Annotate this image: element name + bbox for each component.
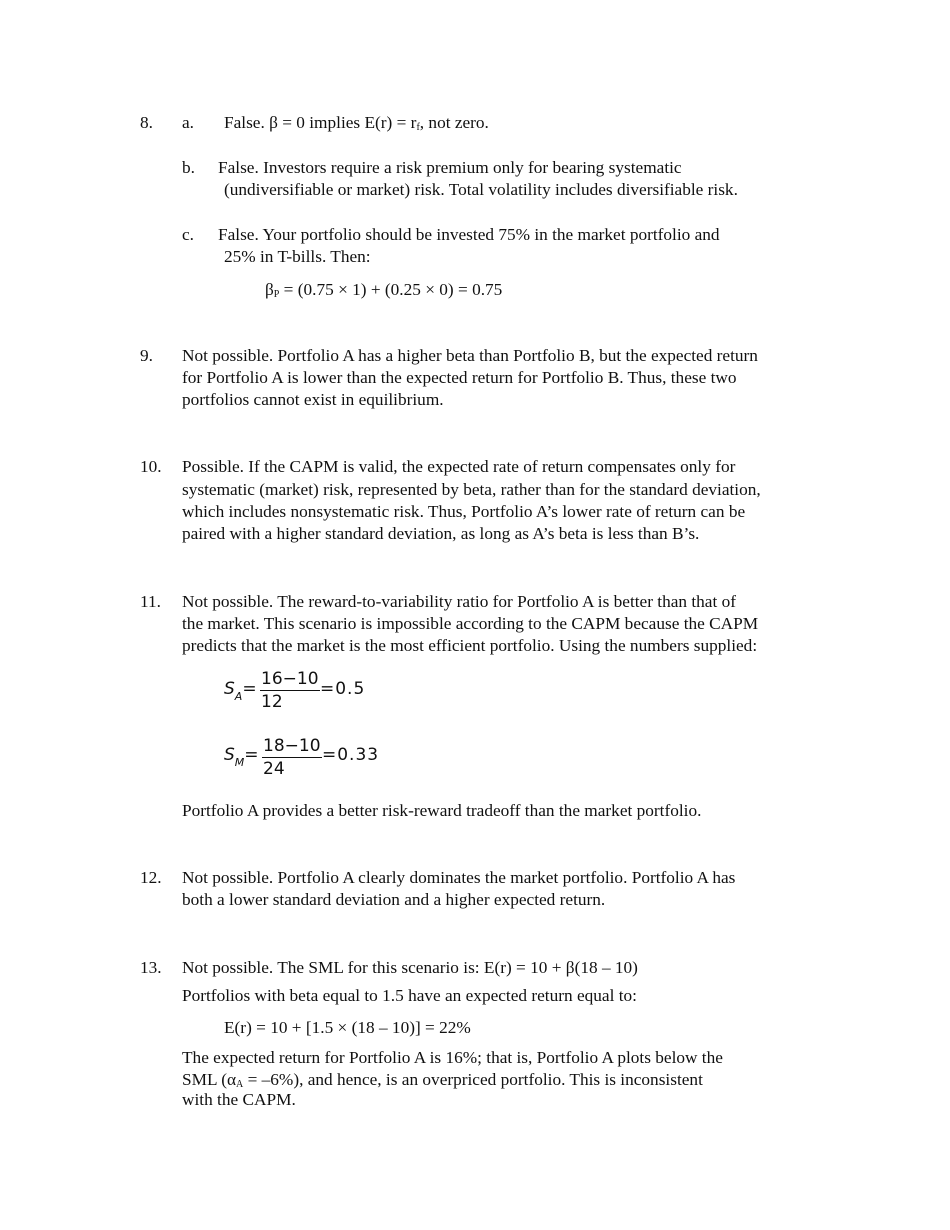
subscript: f bbox=[416, 122, 420, 133]
denominator: 12 bbox=[261, 692, 283, 712]
subscript: P bbox=[273, 289, 280, 300]
answer-text: SML (α bbox=[182, 1070, 237, 1089]
answer-line: portfolios cannot exist in equilibrium. bbox=[182, 390, 444, 409]
part-label-a: a. bbox=[182, 113, 194, 132]
formula-text: = (0.75 × 1) + (0.25 × 0) = 0.75 bbox=[279, 280, 503, 299]
equation-result: =0.33 bbox=[322, 745, 380, 765]
answer-text: = –6%), and hence, is an overpriced portfolio. This is inconsistent bbox=[243, 1070, 703, 1089]
answer-line: for Portfolio A is lower than the expected return for Portfolio B. Thus, these two bbox=[182, 368, 737, 387]
answer-line: both a lower standard deviation and a higher expected return. bbox=[182, 890, 606, 909]
equation-result: =0.5 bbox=[320, 679, 366, 699]
equation-lhs: $S_M=$ bbox=[224, 745, 259, 769]
part-label-b: b. bbox=[182, 158, 195, 177]
question-number: 13. bbox=[140, 958, 162, 977]
answer-text: , not zero. bbox=[419, 113, 489, 132]
question-number: 11. bbox=[140, 592, 161, 611]
answer-line: paired with a higher standard deviation, as long as A’s beta is less than B’s. bbox=[182, 524, 700, 543]
question-number: 8. bbox=[140, 113, 153, 132]
question-number: 12. bbox=[140, 868, 162, 887]
answer-line: the market. This scenario is impossible according to the CAPM because the CAPM bbox=[182, 614, 759, 633]
equation-lhs: $S_A=$ bbox=[224, 679, 257, 703]
subscript: A bbox=[234, 690, 243, 703]
answer-line: The expected return for Portfolio A is 16%; that is, Portfolio A plots below the bbox=[182, 1048, 723, 1067]
answer-8b-line: False. Investors require a risk premium only for bearing systematic bbox=[218, 158, 682, 177]
answer-line: Not possible. Portfolio A clearly dominates the market portfolio. Portfolio A has bbox=[182, 868, 736, 887]
symbol: S bbox=[224, 745, 235, 765]
answer-line: Not possible. The reward-to-variability ratio for Portfolio A is better than that of bbox=[182, 592, 736, 611]
answer-line: systematic (market) risk, represented by beta, rather than for the standard deviation, bbox=[182, 480, 761, 499]
numerator: 18−10 bbox=[263, 736, 321, 756]
answer-line: Possible. If the CAPM is valid, the expected rate of return compensates only for bbox=[182, 457, 736, 476]
fraction bbox=[262, 735, 322, 780]
expected-return-formula: E(r) = 10 + [1.5 × (18 – 10)] = 22% bbox=[224, 1018, 471, 1037]
denominator: 24 bbox=[263, 759, 285, 779]
conclusion-line: Portfolio A provides a better risk-reward tradeoff than the market portfolio. bbox=[182, 801, 702, 820]
beta-symbol: β bbox=[265, 280, 274, 299]
question-number: 9. bbox=[140, 346, 153, 365]
answer-line: predicts that the market is the most efficient portfolio. Using the numbers supplied: bbox=[182, 636, 758, 655]
answer-8c-line: False. Your portfolio should be invested 75% in the market portfolio and bbox=[218, 225, 720, 244]
answer-8a bbox=[224, 112, 489, 139]
subscript: A bbox=[236, 1079, 244, 1090]
answer-line: Not possible. Portfolio A has a higher beta than Portfolio B, but the expected return bbox=[182, 346, 758, 365]
numerator: 16−10 bbox=[261, 669, 319, 689]
answer-line: which includes nonsystematic risk. Thus, Portfolio A’s lower rate of return can be bbox=[182, 502, 746, 521]
answer-line: with the CAPM. bbox=[182, 1090, 296, 1109]
part-label-c: c. bbox=[182, 225, 194, 244]
answer-line: Not possible. The SML for this scenario is: E(r) = 10 + β(18 – 10) bbox=[182, 958, 638, 977]
answer-8c-line: 25% in T-bills. Then: bbox=[224, 247, 371, 266]
question-number: 10. bbox=[140, 457, 162, 476]
answer-text: False. β = 0 implies E(r) = r bbox=[224, 113, 417, 132]
subscript: M bbox=[234, 756, 245, 769]
answer-8b-line: (undiversifiable or market) risk. Total volatility includes diversifiable risk. bbox=[224, 180, 738, 199]
symbol: S bbox=[224, 679, 235, 699]
answer-line: Portfolios with beta equal to 1.5 have an expected return equal to: bbox=[182, 986, 637, 1005]
fraction bbox=[260, 668, 320, 713]
beta-formula bbox=[265, 279, 502, 306]
